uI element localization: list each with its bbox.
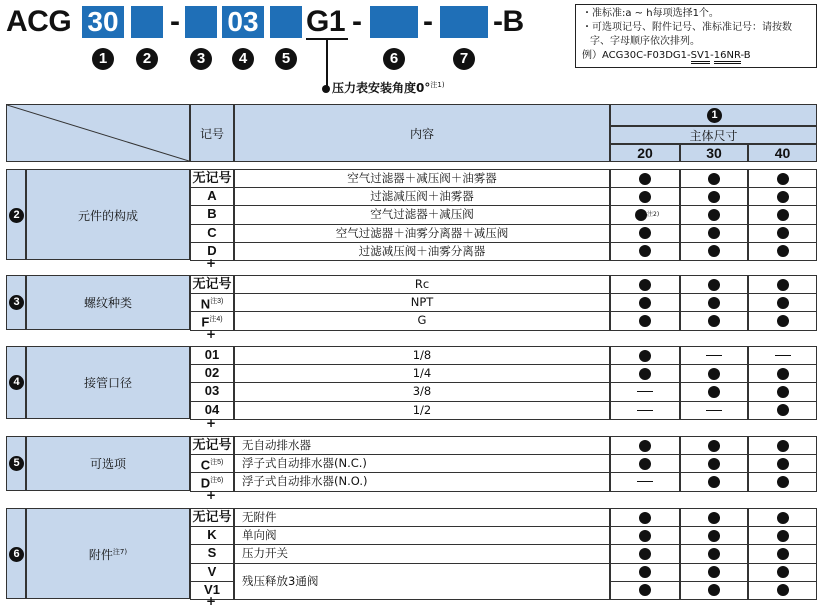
code-box-3 — [185, 6, 217, 38]
availability-cell — [610, 436, 680, 455]
note-line-3: 字、字母顺序依次排列。 — [590, 36, 700, 47]
ordering-notes — [575, 4, 817, 68]
unavailable-dash — [637, 410, 653, 411]
content-cell: 无附件 — [234, 508, 610, 527]
availability-cell — [610, 293, 680, 312]
availability-cell — [748, 472, 817, 491]
availability-cell — [680, 436, 748, 455]
symbol-cell: 无记号 — [190, 275, 234, 294]
circle-5: 5 — [275, 48, 297, 70]
available-dot — [777, 297, 789, 309]
availability-cell — [610, 454, 680, 473]
symbol-cell: $F^{注4)}$ — [190, 311, 234, 330]
availability-cell — [748, 563, 817, 582]
availability-cell — [680, 293, 748, 312]
availability-cell — [680, 382, 748, 401]
available-dot — [777, 173, 789, 185]
availability-cell — [748, 364, 817, 383]
availability-cell — [680, 346, 748, 365]
available-dot — [639, 315, 651, 327]
available-dot — [777, 245, 789, 257]
available-dot — [777, 548, 789, 560]
content-cell: 残压释放3通阀 — [234, 563, 610, 600]
header-size-40: 40 — [748, 144, 817, 162]
availability-cell — [680, 526, 748, 545]
availability-cell — [610, 563, 680, 582]
header-group-num: 1 — [610, 104, 817, 126]
available-dot — [635, 209, 647, 221]
code-box-6 — [370, 6, 418, 38]
header-size-30: 30 — [680, 144, 748, 162]
symbol-cell: V — [190, 563, 234, 582]
available-dot — [777, 279, 789, 291]
available-dot — [639, 530, 651, 542]
availability-cell — [680, 401, 748, 420]
availability-cell — [680, 563, 748, 582]
section-number-cell — [6, 508, 26, 599]
section-number: 5 — [9, 456, 24, 471]
available-dot — [708, 227, 720, 239]
plus-sign: + — [206, 327, 217, 341]
circle-2: 2 — [136, 48, 158, 70]
code-suffix: -B — [493, 5, 524, 38]
available-dot — [777, 440, 789, 452]
availability-cell — [680, 224, 748, 243]
note-example: 例）ACG30C-F03DG1-SV1-16NR-B — [582, 49, 810, 63]
availability-cell — [680, 454, 748, 473]
available-dot — [708, 245, 720, 257]
available-dot — [708, 173, 720, 185]
availability-cell — [748, 293, 817, 312]
availability-cell — [680, 242, 748, 261]
section-label: 可选项 — [89, 457, 126, 472]
code-g1: G1 — [306, 5, 346, 38]
section-label: 附件$^{注7)}$ — [88, 547, 128, 562]
plus-sign: + — [206, 256, 217, 270]
availability-cell — [748, 382, 817, 401]
section-label-cell — [26, 346, 190, 419]
code-box-size: 30 — [82, 6, 124, 38]
section-label-cell — [26, 436, 190, 491]
available-dot — [777, 476, 789, 488]
availability-cell — [748, 436, 817, 455]
availability-cell — [680, 275, 748, 294]
note-line-2: ・可选项记号、附件记号、准标准记号：请按数 — [582, 22, 792, 33]
section-number-cell — [6, 346, 26, 419]
availability-cell — [680, 508, 748, 527]
section-number: 4 — [9, 375, 24, 390]
available-dot — [708, 512, 720, 524]
availability-cell — [610, 526, 680, 545]
section-label-cell — [26, 508, 190, 599]
availability-cell — [610, 581, 680, 600]
availability-cell — [610, 508, 680, 527]
content-cell: 空气过滤器＋减压阀 — [234, 205, 610, 224]
section-label: 元件的构成 — [77, 208, 138, 223]
available-dot — [708, 584, 720, 596]
symbol-cell: V1 — [190, 581, 234, 600]
availability-cell — [610, 169, 680, 188]
gauge-angle-note: 压力表安装角度0°$^{注1)}$ — [332, 81, 445, 95]
availability-cell — [748, 454, 817, 473]
circle-6: 6 — [383, 48, 405, 70]
section-number: 3 — [9, 295, 24, 310]
circle-7: 7 — [453, 48, 475, 70]
content-cell: 浮子式自动排水器(N.O.) — [234, 472, 610, 491]
symbol-cell: C — [190, 224, 234, 243]
availability-cell — [748, 242, 817, 261]
symbol-cell: B — [190, 205, 234, 224]
available-dot — [639, 297, 651, 309]
code-dash-1: - — [170, 5, 180, 38]
section-number: 6 — [9, 547, 24, 562]
available-dot — [708, 476, 720, 488]
available-dot — [708, 548, 720, 560]
available-dot — [708, 566, 720, 578]
content-cell: G — [234, 311, 610, 330]
availability-cell — [610, 401, 680, 420]
code-prefix: ACG — [6, 5, 72, 38]
available-dot — [777, 209, 789, 221]
diagonal-line — [7, 105, 189, 161]
section-label: 接管口径 — [83, 376, 132, 391]
availability-cell — [680, 544, 748, 563]
availability-cell — [610, 472, 680, 491]
available-dot — [777, 368, 789, 380]
section-number-cell — [6, 436, 26, 491]
content-cell: 1/8 — [234, 346, 610, 365]
availability-cell — [748, 526, 817, 545]
symbol-cell: 01 — [190, 346, 234, 365]
availability-cell — [748, 224, 817, 243]
available-dot — [708, 458, 720, 470]
symbol-cell: K — [190, 526, 234, 545]
header-symbol-cell: 记号 — [190, 104, 234, 162]
plus-sign: + — [206, 594, 217, 606]
symbol-cell: $N^{注3)}$ — [190, 293, 234, 312]
content-cell: 空气过滤器＋减压阀＋油雾器 — [234, 169, 610, 188]
symbol-cell: $C^{注5)}$ — [190, 454, 234, 473]
availability-cell — [748, 311, 817, 330]
availability-cell — [610, 364, 680, 383]
content-cell: 空气过滤器＋油雾分离器＋减压阀 — [234, 224, 610, 243]
available-dot — [639, 584, 651, 596]
availability-cell — [610, 544, 680, 563]
availability-cell — [680, 169, 748, 188]
available-dot — [639, 173, 651, 185]
section-number: 2 — [9, 208, 24, 223]
code-dash-2: - — [352, 5, 362, 38]
content-cell: 1/2 — [234, 401, 610, 420]
symbol-cell: 无记号 — [190, 169, 234, 188]
availability-cell — [748, 169, 817, 188]
unavailable-dash — [637, 481, 653, 482]
available-dot — [777, 404, 789, 416]
available-dot — [639, 548, 651, 560]
available-dot — [777, 315, 789, 327]
available-dot — [777, 512, 789, 524]
content-cell: 压力开关 — [234, 544, 610, 563]
section-number-cell — [6, 275, 26, 330]
available-dot — [708, 368, 720, 380]
availability-cell — [680, 311, 748, 330]
available-dot — [639, 245, 651, 257]
content-cell: NPT — [234, 293, 610, 312]
available-dot — [777, 386, 789, 398]
header-diagonal-cell — [6, 104, 190, 162]
available-dot — [639, 458, 651, 470]
availability-cell — [748, 544, 817, 563]
availability-cell — [610, 346, 680, 365]
circle-4: 4 — [232, 48, 254, 70]
availability-cell — [680, 205, 748, 224]
code-dash-3: - — [423, 5, 433, 38]
plus-sign: + — [206, 416, 217, 430]
availability-cell — [748, 508, 817, 527]
available-dot — [708, 440, 720, 452]
availability-cell — [748, 346, 817, 365]
available-dot — [708, 279, 720, 291]
available-dot — [708, 297, 720, 309]
circle-1: 1 — [92, 48, 114, 70]
available-dot — [639, 350, 651, 362]
note-line-1: ・准标准:a ~ h每项选择1个。 — [582, 8, 719, 19]
g1-leader-dot — [322, 85, 330, 93]
section-label-cell — [26, 169, 190, 260]
content-cell: 浮子式自动排水器(N.C.) — [234, 454, 610, 473]
unavailable-dash — [706, 410, 722, 411]
symbol-cell: 04 — [190, 401, 234, 420]
plus-sign: + — [206, 488, 217, 502]
availability-cell — [610, 187, 680, 206]
content-cell: 单向阀 — [234, 526, 610, 545]
availability-cell — [748, 581, 817, 600]
availability-cell — [610, 275, 680, 294]
availability-cell — [610, 382, 680, 401]
g1-leader-line — [326, 40, 328, 88]
content-cell: 3/8 — [234, 382, 610, 401]
availability-cell — [748, 275, 817, 294]
code-box-7 — [440, 6, 488, 38]
available-dot — [777, 584, 789, 596]
availability-cell — [748, 401, 817, 420]
available-dot — [639, 566, 651, 578]
content-cell: 过滤减压阀＋油雾分离器 — [234, 242, 610, 261]
available-dot — [708, 315, 720, 327]
circle-3: 3 — [190, 48, 212, 70]
section-number-cell — [6, 169, 26, 260]
availability-cell — [748, 187, 817, 206]
available-dot — [639, 279, 651, 291]
availability-cell — [610, 311, 680, 330]
available-dot — [639, 440, 651, 452]
unavailable-dash — [637, 391, 653, 392]
available-dot — [777, 458, 789, 470]
symbol-cell: 03 — [190, 382, 234, 401]
available-dot — [708, 386, 720, 398]
available-dot — [639, 368, 651, 380]
availability-cell — [680, 472, 748, 491]
symbol-cell: 02 — [190, 364, 234, 383]
code-box-2 — [131, 6, 163, 38]
section-label-cell — [26, 275, 190, 330]
content-cell: 1/4 — [234, 364, 610, 383]
availability-cell — [680, 187, 748, 206]
code-box-port: 03 — [222, 6, 264, 38]
header-size-20: 20 — [610, 144, 680, 162]
availability-cell: 注2) — [610, 205, 680, 224]
symbol-cell: D — [190, 242, 234, 261]
symbol-cell: 无记号 — [190, 436, 234, 455]
header-content-cell: 内容 — [234, 104, 610, 162]
available-dot — [708, 209, 720, 221]
availability-cell — [680, 364, 748, 383]
available-dot — [777, 566, 789, 578]
available-dot — [639, 512, 651, 524]
availability-cell — [748, 205, 817, 224]
symbol-cell: $D^{注6)}$ — [190, 472, 234, 491]
symbol-cell: S — [190, 544, 234, 563]
symbol-cell: 无记号 — [190, 508, 234, 527]
available-dot — [639, 227, 651, 239]
available-dot — [639, 191, 651, 203]
available-dot — [708, 530, 720, 542]
available-dot — [777, 530, 789, 542]
content-cell: Rc — [234, 275, 610, 294]
code-box-5 — [270, 6, 302, 38]
content-cell: 无自动排水器 — [234, 436, 610, 455]
unavailable-dash — [706, 355, 722, 356]
availability-cell — [680, 581, 748, 600]
header-body-size: 主体尺寸 — [610, 126, 817, 144]
availability-cell — [610, 242, 680, 261]
content-cell: 过滤减压阀＋油雾器 — [234, 187, 610, 206]
symbol-cell: A — [190, 187, 234, 206]
section-label: 螺纹种类 — [83, 296, 132, 311]
availability-cell — [610, 224, 680, 243]
available-dot — [777, 191, 789, 203]
available-dot — [777, 227, 789, 239]
unavailable-dash — [775, 355, 791, 356]
available-dot — [708, 191, 720, 203]
